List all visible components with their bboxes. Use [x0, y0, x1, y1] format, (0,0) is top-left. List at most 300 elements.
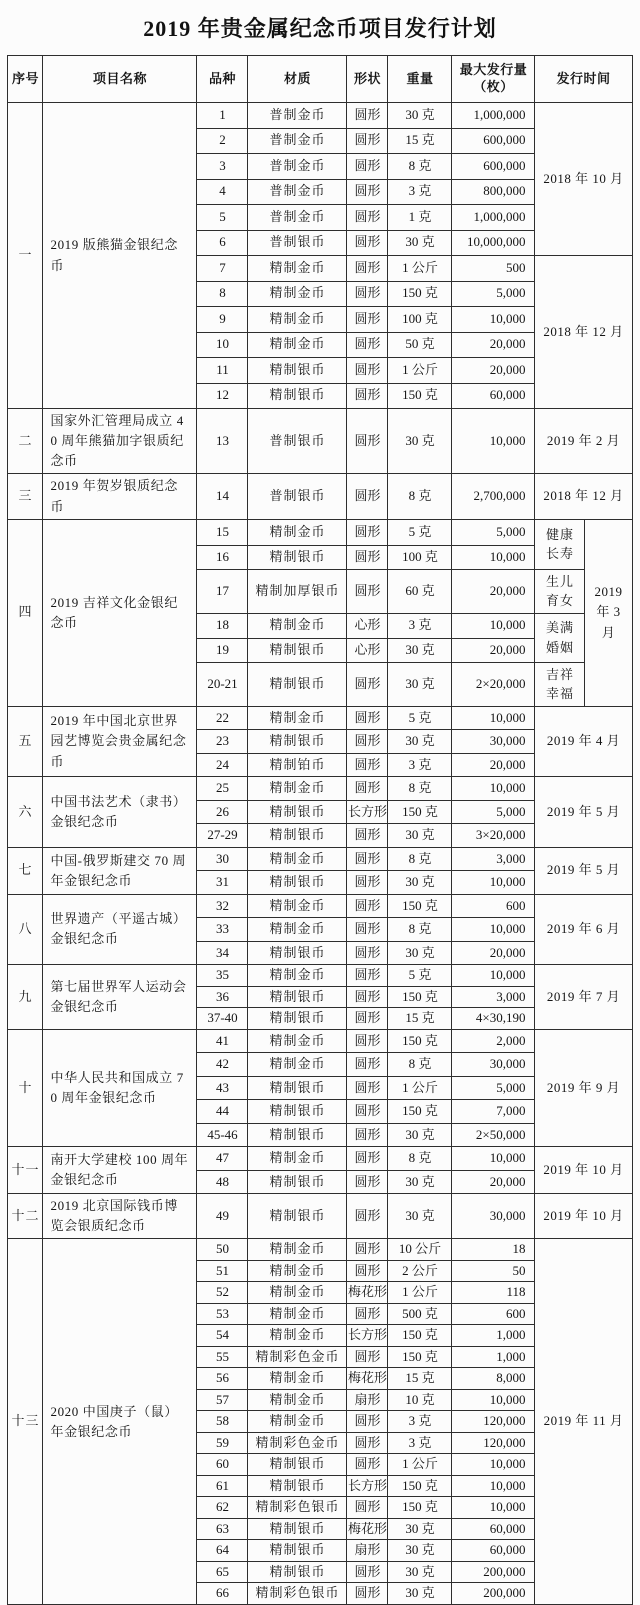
cell-material: 精制银币 [248, 986, 347, 1008]
cell-variety-number: 16 [197, 545, 248, 569]
cell-max-issuance: 4×30,190 [452, 1008, 535, 1030]
section-name: 国家外汇管理局成立 40 周年熊猫加字银质纪念币 [43, 409, 197, 474]
header-serial: 序号 [8, 56, 43, 103]
cell-variety-number: 14 [197, 474, 248, 519]
cell-shape: 扇形 [347, 1540, 388, 1562]
cell-variety-number: 35 [197, 965, 248, 987]
cell-weight: 3 克 [388, 1432, 452, 1454]
cell-weight: 5 克 [388, 965, 452, 987]
cell-issue-date: 2019 年 5 月 [535, 847, 632, 894]
cell-theme: 美满婚姻 [535, 613, 585, 662]
cell-material: 普制银币 [248, 474, 347, 519]
section-number: 五 [8, 706, 43, 777]
table-row [8, 474, 632, 519]
cell-max-issuance: 10,000 [452, 1475, 535, 1497]
cell-variety-number: 36 [197, 986, 248, 1008]
header-variety: 品种 [197, 56, 248, 103]
cell-variety-number: 32 [197, 894, 248, 918]
cell-material: 精制银币 [248, 1518, 347, 1540]
table-row [8, 965, 632, 987]
table-row [8, 103, 632, 129]
cell-material: 普制银币 [248, 230, 347, 256]
cell-variety-number: 41 [197, 1029, 248, 1053]
table-row [8, 1029, 632, 1053]
cell-shape: 圆形 [347, 1411, 388, 1433]
cell-shape: 圆形 [347, 307, 388, 333]
cell-weight: 30 克 [388, 1540, 452, 1562]
cell-variety-number: 23 [197, 730, 248, 754]
section-number: 七 [8, 847, 43, 894]
cell-variety-number: 49 [197, 1194, 248, 1239]
cell-weight: 30 克 [388, 1518, 452, 1540]
cell-variety-number: 27-29 [197, 824, 248, 848]
cell-max-issuance: 1,000 [452, 1325, 535, 1347]
section-name: 中国-俄罗斯建交 70 周年金银纪念币 [43, 847, 197, 894]
cell-max-issuance: 120,000 [452, 1411, 535, 1433]
cell-max-issuance: 10,000 [452, 1147, 535, 1171]
cell-material: 精制金币 [248, 894, 347, 918]
cell-max-issuance: 20,000 [452, 1170, 535, 1194]
cell-max-issuance: 10,000 [452, 871, 535, 895]
section-name: 中国书法艺术（隶书）金银纪念币 [43, 777, 197, 848]
cell-shape: 圆形 [347, 753, 388, 777]
cell-variety-number: 66 [197, 1583, 248, 1605]
cell-variety-number: 61 [197, 1475, 248, 1497]
cell-material: 精制银币 [248, 545, 347, 569]
cell-variety-number: 44 [197, 1100, 248, 1124]
cell-variety-number: 47 [197, 1147, 248, 1171]
cell-max-issuance: 5,000 [452, 1076, 535, 1100]
header-issue-date: 发行时间 [535, 56, 632, 103]
cell-material: 精制银币 [248, 1454, 347, 1476]
cell-variety-number: 43 [197, 1076, 248, 1100]
cell-shape: 圆形 [347, 154, 388, 180]
cell-material: 普制金币 [248, 128, 347, 154]
cell-material: 精制金币 [248, 1260, 347, 1282]
cell-shape: 圆形 [347, 1147, 388, 1171]
cell-weight: 30 克 [388, 941, 452, 965]
cell-shape: 长方形 [347, 1325, 388, 1347]
cell-shape: 圆形 [347, 1053, 388, 1077]
cell-shape: 圆形 [347, 1194, 388, 1239]
cell-variety-number: 7 [197, 256, 248, 282]
cell-variety-number: 13 [197, 409, 248, 474]
cell-material: 精制银币 [248, 1540, 347, 1562]
cell-shape: 长方形 [347, 1475, 388, 1497]
cell-material: 精制金币 [248, 777, 347, 801]
cell-material: 精制银币 [248, 941, 347, 965]
cell-variety-number: 17 [197, 569, 248, 613]
cell-theme: 吉祥幸福 [535, 662, 585, 706]
cell-variety-number: 34 [197, 941, 248, 965]
cell-variety-number: 10 [197, 332, 248, 358]
cell-max-issuance: 1,000 [452, 1346, 535, 1368]
section-number: 八 [8, 894, 43, 965]
cell-weight: 15 克 [388, 1368, 452, 1390]
cell-variety-number: 50 [197, 1239, 248, 1261]
cell-variety-number: 45-46 [197, 1123, 248, 1147]
cell-variety-number: 52 [197, 1282, 248, 1304]
issuance-plan-table [7, 55, 632, 1605]
table-row [8, 777, 632, 801]
cell-max-issuance: 1,000,000 [452, 205, 535, 231]
cell-weight: 8 克 [388, 474, 452, 519]
cell-material: 精制金币 [248, 918, 347, 942]
cell-weight: 150 克 [388, 986, 452, 1008]
cell-material: 精制银币 [248, 1475, 347, 1497]
cell-issue-date: 2019 年 3 月 [585, 519, 632, 706]
cell-variety-number: 53 [197, 1303, 248, 1325]
cell-material: 精制银币 [248, 383, 347, 409]
page-title: 2019 年贵金属纪念币项目发行计划 [143, 16, 497, 41]
cell-shape: 圆形 [347, 256, 388, 282]
cell-shape: 圆形 [347, 1583, 388, 1605]
cell-variety-number: 63 [197, 1518, 248, 1540]
cell-shape: 圆形 [347, 545, 388, 569]
cell-material: 普制金币 [248, 205, 347, 231]
table-row [8, 1194, 632, 1239]
cell-weight: 150 克 [388, 1497, 452, 1519]
cell-shape: 圆形 [347, 103, 388, 129]
cell-material: 精制金币 [248, 1147, 347, 1171]
cell-max-issuance: 10,000 [452, 409, 535, 474]
cell-max-issuance: 20,000 [452, 941, 535, 965]
table-body [8, 103, 632, 1605]
cell-shape: 圆形 [347, 824, 388, 848]
section-number: 十三 [8, 1239, 43, 1605]
cell-shape: 圆形 [347, 730, 388, 754]
cell-max-issuance: 3,000 [452, 847, 535, 871]
cell-shape: 圆形 [347, 179, 388, 205]
cell-max-issuance: 10,000 [452, 777, 535, 801]
cell-shape: 圆形 [347, 1497, 388, 1519]
cell-material: 精制金币 [248, 1389, 347, 1411]
cell-max-issuance: 800,000 [452, 179, 535, 205]
section-name: 2019 北京国际钱币博览会银质纪念币 [43, 1194, 197, 1239]
header-material: 材质 [248, 56, 347, 103]
cell-weight: 8 克 [388, 154, 452, 180]
cell-variety-number: 55 [197, 1346, 248, 1368]
cell-weight: 2 公斤 [388, 1260, 452, 1282]
cell-material: 精制金币 [248, 965, 347, 987]
cell-shape: 圆形 [347, 662, 388, 706]
section-number: 十 [8, 1029, 43, 1147]
cell-max-issuance: 10,000 [452, 706, 535, 730]
section-number: 六 [8, 777, 43, 848]
cell-max-issuance: 18 [452, 1239, 535, 1261]
cell-material: 精制银币 [248, 1076, 347, 1100]
header-max-issuance: 最大发行量（枚） [452, 56, 535, 103]
cell-weight: 8 克 [388, 1053, 452, 1077]
cell-material: 精制彩色银币 [248, 1583, 347, 1605]
cell-max-issuance: 60,000 [452, 1518, 535, 1540]
cell-variety-number: 3 [197, 154, 248, 180]
cell-issue-date: 2019 年 5 月 [535, 777, 632, 848]
cell-max-issuance: 10,000 [452, 613, 535, 638]
cell-max-issuance: 120,000 [452, 1432, 535, 1454]
cell-variety-number: 1 [197, 103, 248, 129]
cell-max-issuance: 10,000 [452, 965, 535, 987]
cell-max-issuance: 200,000 [452, 1561, 535, 1583]
cell-shape: 圆形 [347, 569, 388, 613]
cell-variety-number: 24 [197, 753, 248, 777]
cell-material: 精制金币 [248, 281, 347, 307]
table-row [8, 706, 632, 730]
cell-shape: 扇形 [347, 1389, 388, 1411]
cell-weight: 30 克 [388, 871, 452, 895]
section-name: 2019 吉祥文化金银纪念币 [43, 519, 197, 706]
cell-weight: 8 克 [388, 847, 452, 871]
cell-weight: 30 克 [388, 730, 452, 754]
cell-material: 精制金币 [248, 1303, 347, 1325]
table-row [8, 1147, 632, 1171]
cell-variety-number: 18 [197, 613, 248, 638]
cell-variety-number: 20-21 [197, 662, 248, 706]
cell-max-issuance: 60,000 [452, 1540, 535, 1562]
cell-max-issuance: 10,000 [452, 918, 535, 942]
cell-shape: 圆形 [347, 1008, 388, 1030]
cell-weight: 30 克 [388, 1194, 452, 1239]
cell-max-issuance: 5,000 [452, 800, 535, 824]
table-row [8, 847, 632, 871]
cell-shape: 圆形 [347, 332, 388, 358]
cell-material: 普制金币 [248, 179, 347, 205]
cell-material: 精制银币 [248, 358, 347, 384]
cell-material: 精制银币 [248, 1194, 347, 1239]
cell-material: 精制金币 [248, 256, 347, 282]
cell-max-issuance: 10,000 [452, 1497, 535, 1519]
cell-weight: 150 克 [388, 281, 452, 307]
cell-shape: 梅花形 [347, 1518, 388, 1540]
cell-weight: 15 克 [388, 1008, 452, 1030]
cell-max-issuance: 30,000 [452, 730, 535, 754]
cell-variety-number: 62 [197, 1497, 248, 1519]
cell-shape: 圆形 [347, 986, 388, 1008]
cell-max-issuance: 2,000 [452, 1029, 535, 1053]
cell-variety-number: 60 [197, 1454, 248, 1476]
cell-material: 精制金币 [248, 1282, 347, 1304]
cell-shape: 圆形 [347, 918, 388, 942]
cell-weight: 1 公斤 [388, 1454, 452, 1476]
header-weight: 重量 [388, 56, 452, 103]
cell-weight: 150 克 [388, 1100, 452, 1124]
section-name: 2019 版熊猫金银纪念币 [43, 103, 197, 409]
cell-variety-number: 33 [197, 918, 248, 942]
cell-material: 精制金币 [248, 1239, 347, 1261]
cell-weight: 3 克 [388, 613, 452, 638]
cell-weight: 100 克 [388, 307, 452, 333]
cell-issue-date: 2019 年 10 月 [535, 1194, 632, 1239]
section-name: 南开大学建校 100 周年金银纪念币 [43, 1147, 197, 1194]
cell-max-issuance: 200,000 [452, 1583, 535, 1605]
cell-material: 精制金币 [248, 706, 347, 730]
cell-max-issuance: 10,000 [452, 1454, 535, 1476]
cell-weight: 1 公斤 [388, 256, 452, 282]
cell-material: 精制银币 [248, 824, 347, 848]
cell-max-issuance: 600 [452, 894, 535, 918]
cell-weight: 8 克 [388, 918, 452, 942]
cell-weight: 1 公斤 [388, 1076, 452, 1100]
cell-weight: 5 克 [388, 519, 452, 545]
cell-variety-number: 56 [197, 1368, 248, 1390]
cell-shape: 圆形 [347, 777, 388, 801]
cell-shape: 圆形 [347, 1170, 388, 1194]
cell-max-issuance: 20,000 [452, 638, 535, 662]
cell-shape: 心形 [347, 638, 388, 662]
header-project-name: 项目名称 [43, 56, 197, 103]
cell-shape: 长方形 [347, 800, 388, 824]
cell-material: 精制银币 [248, 1561, 347, 1583]
cell-material: 精制加厚银币 [248, 569, 347, 613]
cell-shape: 圆形 [347, 383, 388, 409]
cell-weight: 30 克 [388, 1170, 452, 1194]
cell-material: 精制金币 [248, 847, 347, 871]
cell-variety-number: 2 [197, 128, 248, 154]
cell-variety-number: 54 [197, 1325, 248, 1347]
section-number: 九 [8, 965, 43, 1030]
cell-issue-date: 2019 年 4 月 [535, 706, 632, 777]
cell-variety-number: 42 [197, 1053, 248, 1077]
cell-shape: 圆形 [347, 205, 388, 231]
cell-weight: 150 克 [388, 1475, 452, 1497]
cell-issue-date: 2018 年 10 月 [535, 103, 632, 256]
cell-shape: 圆形 [347, 965, 388, 987]
cell-shape: 圆形 [347, 706, 388, 730]
cell-issue-date: 2018 年 12 月 [535, 474, 632, 519]
cell-material: 精制金币 [248, 519, 347, 545]
cell-shape: 圆形 [347, 1076, 388, 1100]
cell-material: 精制彩色金币 [248, 1346, 347, 1368]
cell-variety-number: 51 [197, 1260, 248, 1282]
section-name: 第七届世界军人运动会金银纪念币 [43, 965, 197, 1030]
cell-max-issuance: 5,000 [452, 281, 535, 307]
cell-max-issuance: 118 [452, 1282, 535, 1304]
cell-issue-date: 2019 年 7 月 [535, 965, 632, 1030]
cell-shape: 梅花形 [347, 1368, 388, 1390]
cell-variety-number: 5 [197, 205, 248, 231]
section-number: 四 [8, 519, 43, 706]
cell-weight: 150 克 [388, 1029, 452, 1053]
cell-variety-number: 58 [197, 1411, 248, 1433]
cell-variety-number: 4 [197, 179, 248, 205]
cell-shape: 圆形 [347, 1454, 388, 1476]
cell-max-issuance: 8,000 [452, 1368, 535, 1390]
cell-weight: 30 克 [388, 1583, 452, 1605]
cell-weight: 3 克 [388, 1411, 452, 1433]
cell-material: 精制银币 [248, 662, 347, 706]
cell-max-issuance: 2,700,000 [452, 474, 535, 519]
cell-shape: 圆形 [347, 1432, 388, 1454]
cell-weight: 30 克 [388, 1561, 452, 1583]
cell-material: 精制银币 [248, 1008, 347, 1030]
cell-material: 精制彩色银币 [248, 1497, 347, 1519]
cell-material: 普制金币 [248, 103, 347, 129]
cell-material: 精制彩色金币 [248, 1432, 347, 1454]
cell-weight: 30 克 [388, 230, 452, 256]
table-row [8, 1239, 632, 1261]
cell-shape: 圆形 [347, 281, 388, 307]
cell-weight: 100 克 [388, 545, 452, 569]
cell-theme: 健康长寿 [535, 519, 585, 569]
cell-weight: 5 克 [388, 706, 452, 730]
cell-weight: 150 克 [388, 1346, 452, 1368]
cell-shape: 圆形 [347, 519, 388, 545]
cell-weight: 3 克 [388, 753, 452, 777]
cell-max-issuance: 10,000 [452, 307, 535, 333]
cell-max-issuance: 500 [452, 256, 535, 282]
cell-theme: 生儿育女 [535, 569, 585, 613]
cell-max-issuance: 10,000,000 [452, 230, 535, 256]
cell-material: 精制银币 [248, 1170, 347, 1194]
cell-issue-date: 2019 年 2 月 [535, 409, 632, 474]
cell-shape: 圆形 [347, 941, 388, 965]
cell-weight: 60 克 [388, 569, 452, 613]
cell-material: 精制金币 [248, 332, 347, 358]
cell-weight: 30 克 [388, 662, 452, 706]
cell-max-issuance: 30,000 [452, 1194, 535, 1239]
cell-material: 精制金币 [248, 1053, 347, 1077]
cell-variety-number: 31 [197, 871, 248, 895]
cell-material: 精制铂币 [248, 753, 347, 777]
cell-issue-date: 2019 年 6 月 [535, 894, 632, 965]
cell-variety-number: 22 [197, 706, 248, 730]
cell-max-issuance: 60,000 [452, 383, 535, 409]
cell-variety-number: 9 [197, 307, 248, 333]
cell-weight: 30 克 [388, 103, 452, 129]
cell-material: 精制金币 [248, 1368, 347, 1390]
cell-variety-number: 6 [197, 230, 248, 256]
section-name: 世界遗产（平遥古城）金银纪念币 [43, 894, 197, 965]
cell-weight: 150 克 [388, 383, 452, 409]
section-name: 2020 中国庚子（鼠）年金银纪念币 [43, 1239, 197, 1605]
cell-material: 普制金币 [248, 154, 347, 180]
header-shape: 形状 [347, 56, 388, 103]
cell-max-issuance: 20,000 [452, 332, 535, 358]
cell-max-issuance: 30,000 [452, 1053, 535, 1077]
cell-variety-number: 8 [197, 281, 248, 307]
cell-material: 精制银币 [248, 800, 347, 824]
cell-variety-number: 15 [197, 519, 248, 545]
cell-variety-number: 25 [197, 777, 248, 801]
cell-issue-date: 2019 年 9 月 [535, 1029, 632, 1147]
cell-material: 精制银币 [248, 1100, 347, 1124]
section-name: 2019 年贺岁银质纪念币 [43, 474, 197, 519]
cell-material: 精制金币 [248, 1029, 347, 1053]
cell-max-issuance: 2×20,000 [452, 662, 535, 706]
cell-max-issuance: 50 [452, 1260, 535, 1282]
cell-variety-number: 12 [197, 383, 248, 409]
cell-max-issuance: 20,000 [452, 358, 535, 384]
cell-max-issuance: 7,000 [452, 1100, 535, 1124]
cell-weight: 8 克 [388, 1147, 452, 1171]
section-number: 十一 [8, 1147, 43, 1194]
cell-weight: 30 克 [388, 1123, 452, 1147]
cell-material: 精制银币 [248, 638, 347, 662]
section-number: 一 [8, 103, 43, 409]
cell-max-issuance: 600 [452, 1303, 535, 1325]
cell-max-issuance: 10,000 [452, 1389, 535, 1411]
cell-material: 精制银币 [248, 730, 347, 754]
cell-shape: 梅花形 [347, 1282, 388, 1304]
cell-weight: 30 克 [388, 824, 452, 848]
cell-max-issuance: 5,000 [452, 519, 535, 545]
cell-shape: 圆形 [347, 409, 388, 474]
cell-max-issuance: 2×50,000 [452, 1123, 535, 1147]
cell-weight: 3 克 [388, 179, 452, 205]
cell-shape: 圆形 [347, 358, 388, 384]
section-number: 十二 [8, 1194, 43, 1239]
cell-material: 精制金币 [248, 307, 347, 333]
